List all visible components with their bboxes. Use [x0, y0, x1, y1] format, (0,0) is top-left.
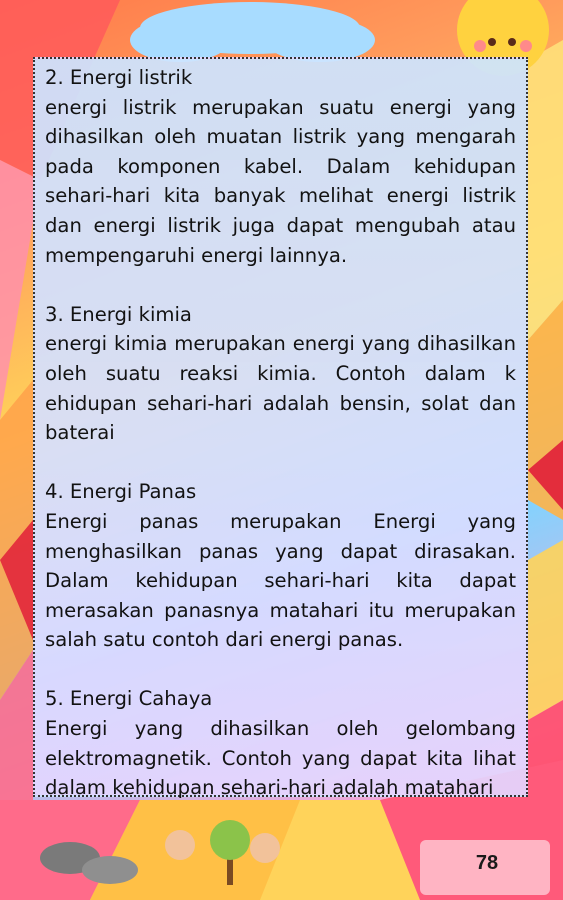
section-heading: 3. Energi kimia: [45, 302, 192, 326]
child-figure-icon: [250, 833, 280, 863]
page-number: 78: [475, 852, 499, 874]
content-card: [33, 57, 528, 800]
section-heading: 4. Energi Panas: [45, 480, 197, 504]
cloud-icon: [130, 2, 375, 62]
section-energi-listrik: [45, 63, 516, 270]
section-body: Energi yang dihasilkan oleh gelombang elektromagnetik. Contoh yang dapat kita lihat dalam kehidupan sehari-hari adalah matahari: [45, 717, 516, 800]
section-body: energi listrik merupakan suatu energi yang dihasilkan oleh muatan listrik yang mengarah pada komponen kabel. Dalam kehidupan sehari-hari kita banyak melihat energi listrik dan energi listrik juga dapat mengubah atau mempengaruhi energi lainnya.: [45, 95, 516, 267]
section-energi-panas: [45, 477, 516, 655]
section-energi-kimia: [45, 300, 516, 448]
section-body: energi kimia merupakan energi yang dihasilkan oleh suatu reaksi kimia. Contoh dalam k ehidupan sehari-hari adalah bensin, solat dan baterai: [45, 332, 516, 445]
section-energi-cahaya: [45, 684, 516, 802]
child-figure-icon: [165, 830, 195, 860]
section-body: Energi panas merupakan Energi yang menghasilkan panas yang dapat dirasakan. Dalam kehidupan sehari-hari kita dapat merasakan panasnya matahari itu merupakan salah satu contoh dari energi panas.: [45, 509, 516, 652]
section-heading: 2. Energi listrik: [45, 66, 193, 89]
section-heading: 5. Energi Cahaya: [45, 687, 213, 711]
